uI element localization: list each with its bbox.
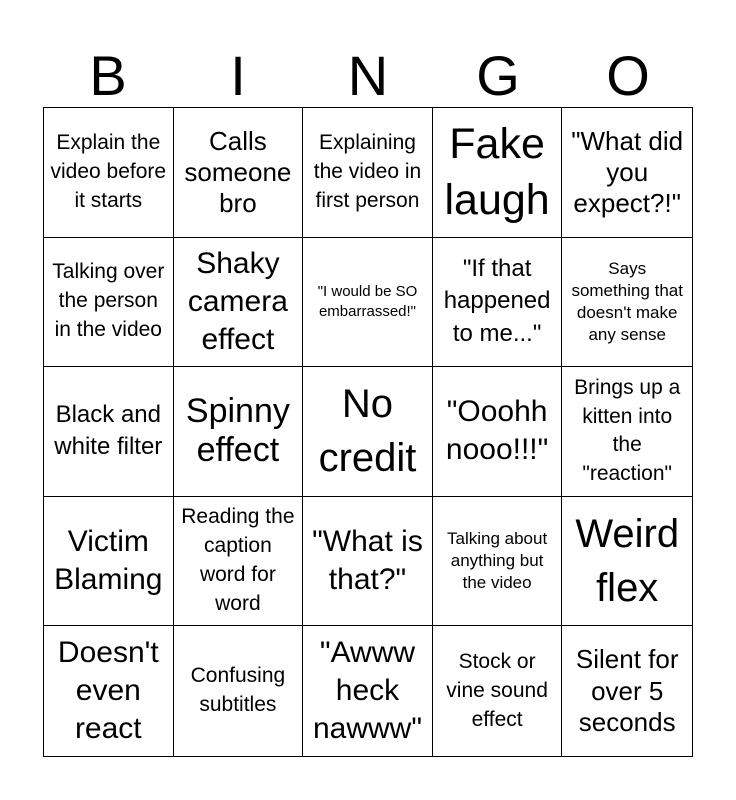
bingo-cell-text: "What did you expect?!" [571, 125, 684, 218]
bingo-cell-text: Doesn't even react [57, 636, 159, 746]
bingo-cell-r1c4[interactable] [433, 108, 563, 238]
bingo-cell-r4c4[interactable] [433, 497, 563, 627]
bingo-cell-r5c5[interactable] [562, 626, 692, 756]
bingo-cell-r1c2[interactable] [174, 108, 304, 238]
bingo-cell-r3c2[interactable] [174, 367, 304, 497]
bingo-cell-r4c3[interactable] [303, 497, 433, 627]
bingo-cell-text: "Awww heck nawww" [312, 636, 422, 746]
bingo-cell-text: Victim Blaming [54, 525, 163, 597]
bingo-cell-r4c2[interactable] [174, 497, 304, 627]
bingo-cell-text: Weird flex [575, 512, 680, 611]
bingo-cell-text: Shaky camera effect [187, 246, 288, 356]
header-letter-g: G [476, 44, 520, 107]
bingo-cell-text: "If that happened to me..." [443, 254, 551, 348]
bingo-cell-text: Black and white filter [54, 400, 163, 461]
bingo-cell-text: Explain the video before it starts [50, 130, 167, 212]
bingo-cell-text: "Ooohh nooo!!!" [445, 395, 549, 467]
bingo-cell-text: Silent for over 5 seconds [575, 644, 679, 737]
bingo-cell-text: Explaining the video in first person [313, 130, 422, 212]
bingo-cell-r1c1[interactable] [44, 108, 174, 238]
bingo-cell-text: Reading the caption word for word [181, 505, 295, 616]
bingo-cell-text: Confusing subtitles [190, 664, 286, 717]
bingo-cell-r3c1[interactable] [44, 367, 174, 497]
bingo-cell-r4c1[interactable] [44, 497, 174, 627]
bingo-cell-r2c5[interactable] [562, 238, 692, 368]
bingo-cell-r5c4[interactable] [433, 626, 563, 756]
bingo-cell-text: "What is that?" [312, 525, 423, 597]
header-letter-i: I [230, 44, 246, 107]
bingo-cell-r1c5[interactable] [562, 108, 692, 238]
bingo-cell-r3c5[interactable] [562, 367, 692, 497]
header-letter-b: B [89, 44, 127, 107]
bingo-cell-text: Brings up a kitten into the "reaction" [574, 375, 681, 486]
bingo-cell-r2c1[interactable] [44, 238, 174, 368]
bingo-cell-text: "I would be SO embarrassed!" [317, 283, 418, 320]
bingo-cell-text: Calls someone bro [184, 125, 292, 218]
bingo-card-grid [43, 107, 693, 757]
bingo-cell-r4c5[interactable] [562, 497, 692, 627]
bingo-cell-r3c3[interactable] [303, 367, 433, 497]
bingo-cell-r5c3[interactable] [303, 626, 433, 756]
bingo-cell-r2c3[interactable] [303, 238, 433, 368]
bingo-cell-text: Talking about anything but the video [447, 528, 548, 593]
bingo-cell-text: Spinny effect [185, 392, 290, 470]
bingo-cell-text: Talking over the person in the video [52, 260, 165, 342]
header-letter-n: N [347, 44, 389, 107]
bingo-cell-r5c2[interactable] [174, 626, 304, 756]
bingo-cell-r1c3[interactable] [303, 108, 433, 238]
bingo-cell-r2c2[interactable] [174, 238, 304, 368]
bingo-cell-text: Fake laugh [444, 119, 550, 225]
bingo-cell-text: No credit [318, 382, 417, 481]
bingo-cell-r2c4[interactable] [433, 238, 563, 368]
bingo-cell-text: Stock or vine sound effect [446, 649, 548, 731]
bingo-header [43, 42, 693, 108]
bingo-cell-r3c4[interactable] [433, 367, 563, 497]
header-letter-o: O [606, 44, 650, 107]
bingo-cell-text: Says something that doesn't make any sense [571, 258, 683, 344]
bingo-cell-r5c1[interactable] [44, 626, 174, 756]
